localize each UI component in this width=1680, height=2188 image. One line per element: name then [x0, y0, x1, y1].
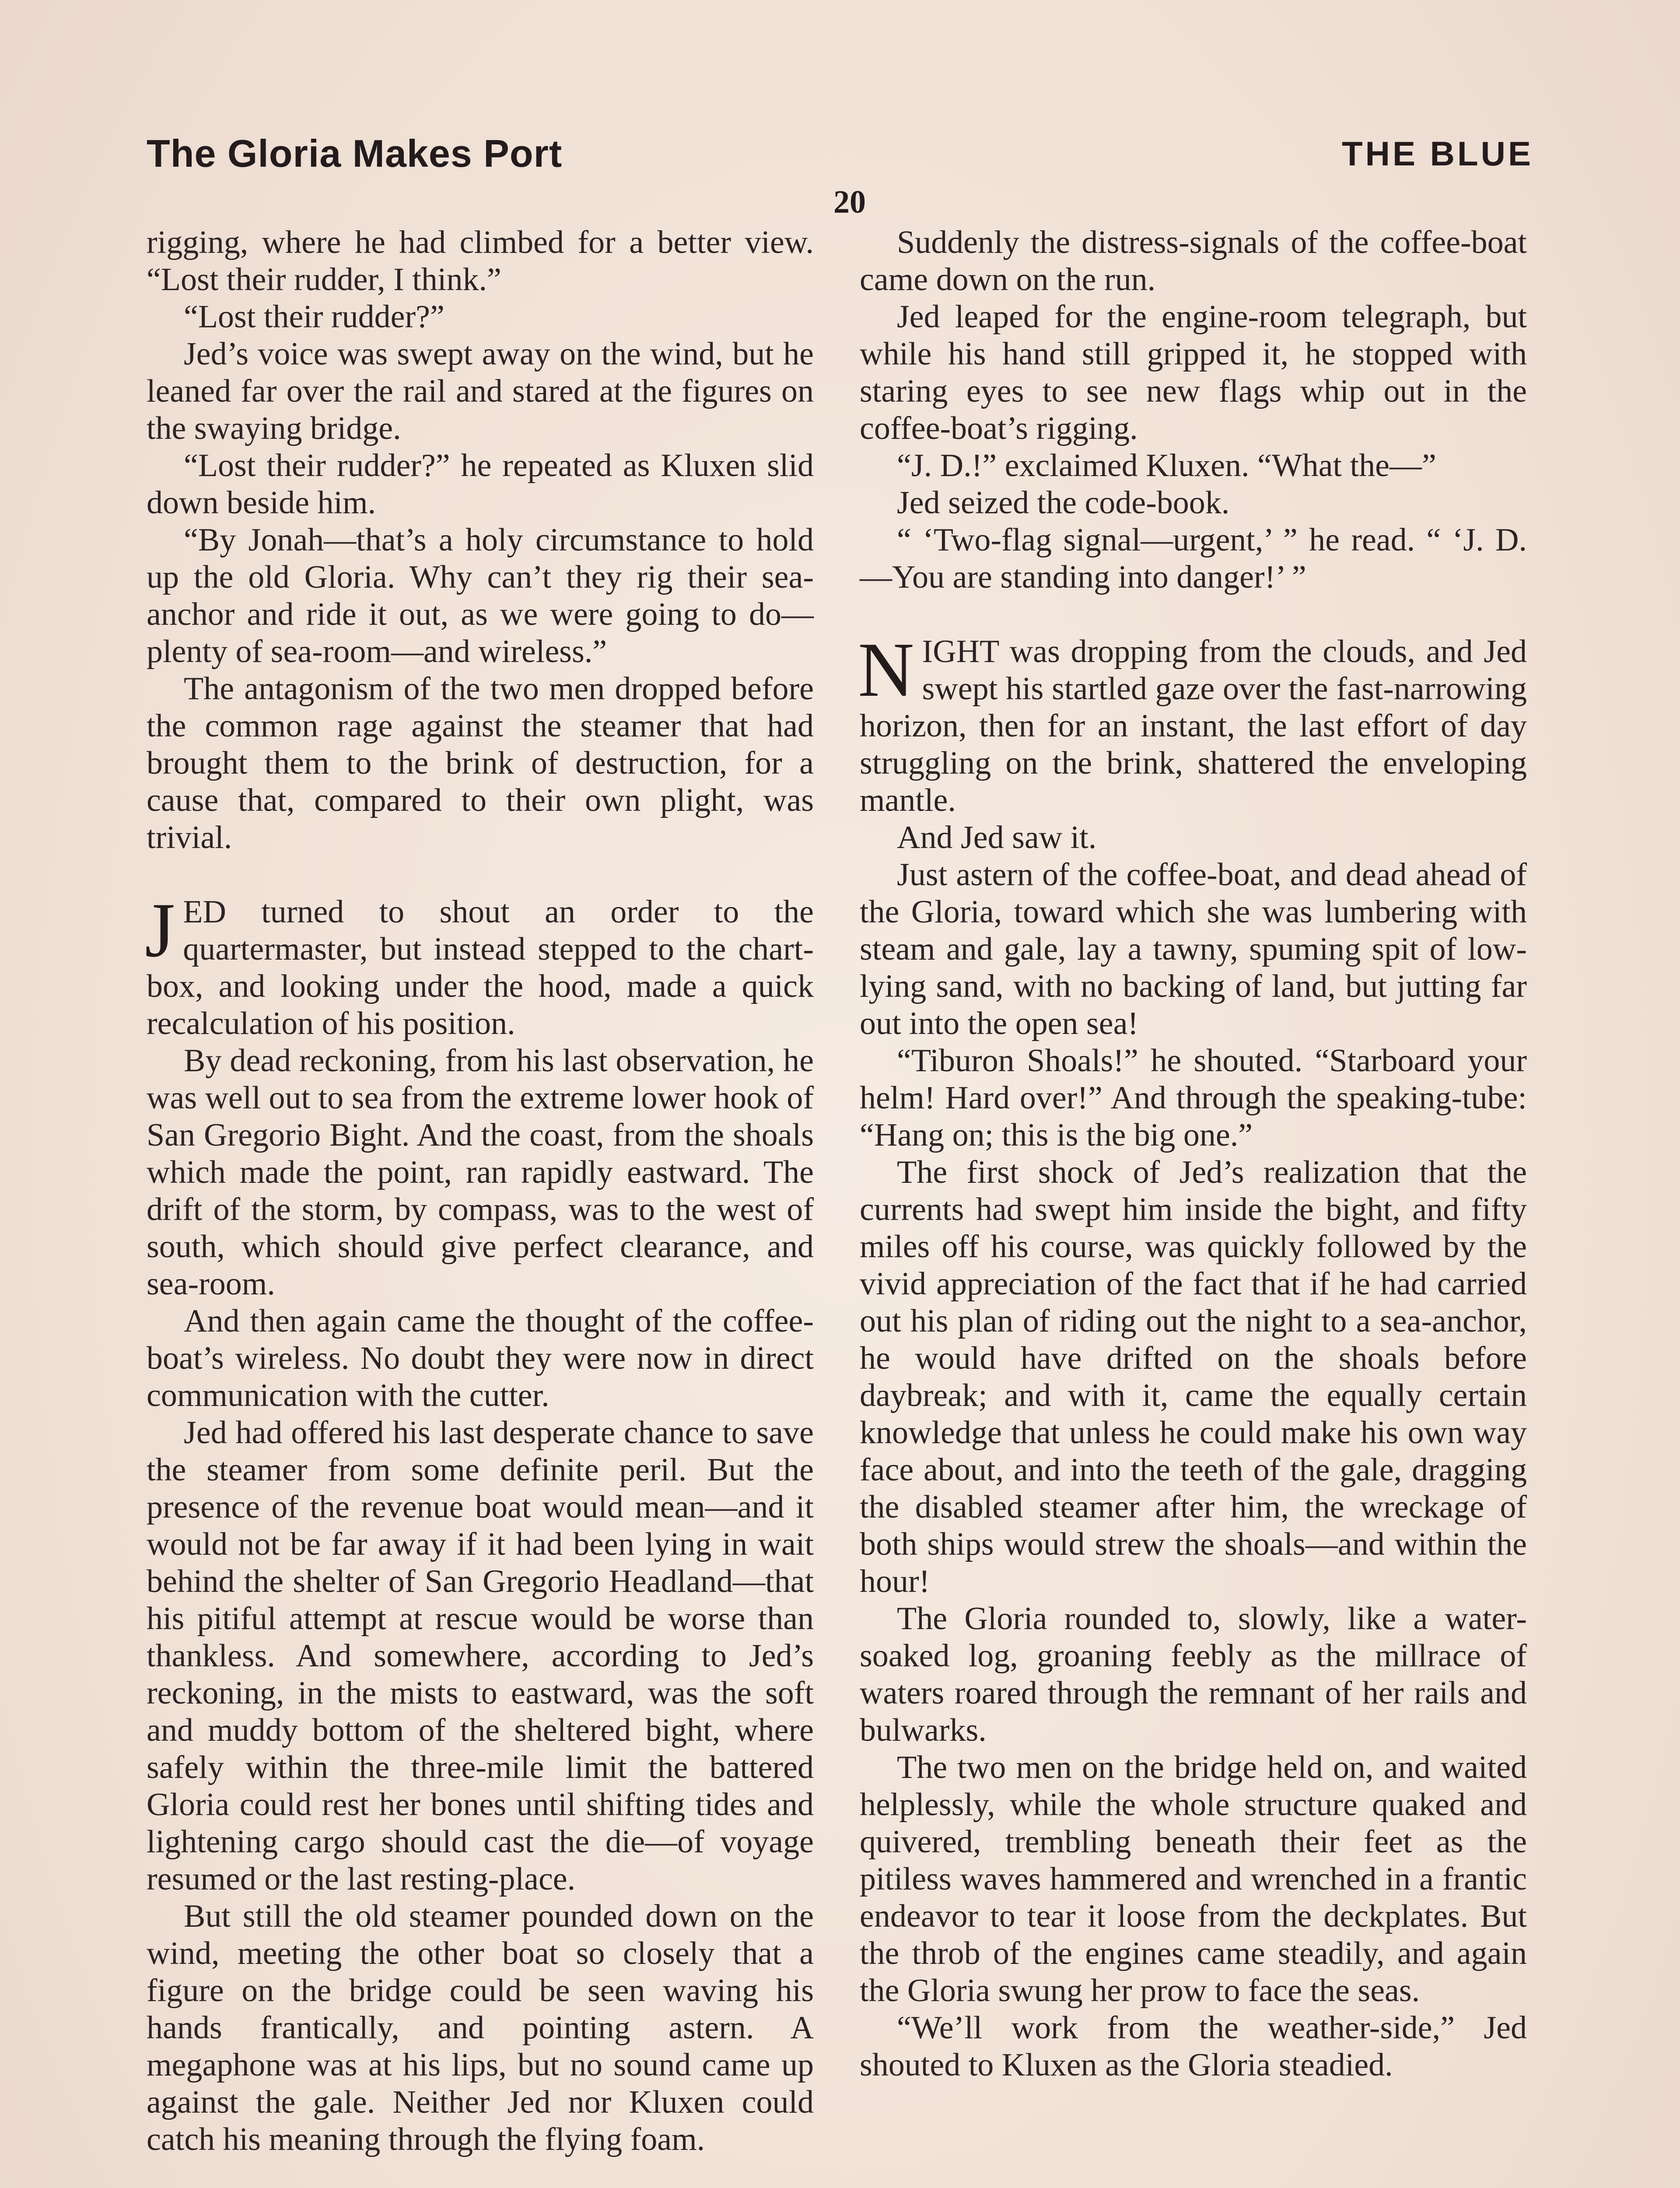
paragraph: Jed had offered his last desperate chance to save the steamer from some definite peril. But the presence of the revenue boat would mean—and it would not be far away if it had been lying in wait behind the shelter of San Gregorio Headland—that his pitiful attempt at rescue would be worse than thankless. And somewhere, according to Jed’s reckoning, in the mists to eastward, was the soft and muddy bottom of the sheltered bight, where safely within the three-mile limit the battered Gloria could rest her bones until shifting tides and lightening cargo should cast the die—of voyage resumed or the last resting-place. — [147, 1415, 814, 1897]
paragraph: “Lost their rudder?” he repeated as Kluxen slid down beside him. — [147, 448, 814, 521]
paragraph: Jed seized the code-book. — [897, 485, 1230, 521]
paragraph: rigging, where he had climbed for a better view. “Lost their rudder, I think.” — [147, 224, 814, 298]
magazine-name: THE BLUE — [1342, 134, 1533, 173]
paragraph: “ ‘Two-flag signal—urgent,’ ” he read. “ ‘J. D.—You are standing into danger!’ ” — [860, 522, 1527, 595]
paragraph: Just astern of the coffee-boat, and dead ahead of the Gloria, toward which she was lumbering with steam and gale, lay a tawny, spuming spit of low-lying sand, with no backing of land, but jutting far out into the open sea! — [860, 857, 1527, 1041]
paragraph: But still the old steamer pounded down on the wind, meeting the other boat so closely that a figure on the bridge could be seen waving his hands frantically, and pointing astern. A megaphone was at his lips, but no sound came up against the gale. Neither Jed nor Kluxen could catch his meaning through the flying foam. — [147, 1898, 814, 2157]
paragraph: “Lost their rudder?” — [184, 299, 444, 335]
paragraph: Jed leaped for the engine-room telegraph, but while his hand still gripped it, he stopped with staring eyes to see new flags whip out in the coffee-boat’s rigging. — [860, 299, 1527, 446]
page-number: 20 — [833, 184, 866, 220]
left-column — [147, 224, 814, 2158]
paragraph: The first shock of Jed’s realization that the currents had swept him inside the bight, and fifty miles off his course, was quickly followed by the vivid appreciation of the fact that if he had carried out his plan of riding out the night to a sea-anchor, he would have drifted on the shoals before daybreak; and with it, came the equally certain knowledge that unless he could make his own way face about, and into the teeth of the gale, dragging the disabled steamer after him, the wreckage of both ships would strew the shoals—and within the hour! — [860, 1154, 1527, 1599]
paragraph: By dead reckoning, from his last observation, he was well out to sea from the extreme lower hook of San Gregorio Bight. And the coast, from the shoals which made the point, ran rapidly eastward. The drift of the storm, by compass, was to the west of south, which should give perfect clearance, and sea-room. — [147, 1043, 814, 1302]
paragraph-text: ED turned to shout an order to the quartermaster, but instead stepped to the chart-box, and looking under the hood, made a quick recalculation of his position. — [147, 894, 814, 1041]
section-paragraph — [145, 887, 814, 1042]
paragraph: The antagonism of the two men dropped before the common rage against the steamer that had brought them to the brink of destruction, for a cause that, compared to their own plight, was trivial. — [147, 671, 814, 856]
drop-cap: N — [858, 626, 914, 713]
paragraph: And then again came the thought of the coffee-boat’s wireless. No doubt they were now in direct communication with the cutter. — [147, 1303, 814, 1413]
paragraph: “J. D.!” exclaimed Kluxen. “What the—” — [897, 448, 1436, 484]
paragraph: Jed’s voice was swept away on the wind, but he leaned far over the rail and stared at the figures on the swaying bridge. — [147, 336, 814, 446]
paragraph: “We’ll work from the weather-side,” Jed shouted to Kluxen as the Gloria steadied. — [860, 2010, 1527, 2083]
drop-cap: J — [145, 887, 175, 973]
paragraph: The two men on the bridge held on, and waited helplessly, while the whole structure quaked and quivered, trembling beneath their feet as the pitiless waves hammered and wrenched in a frantic endeavor to tear it loose from the deckplates. But the throb of the engines came steadily, and again the Gloria swung her prow to face the seas. — [860, 1750, 1527, 2009]
paragraph: The Gloria rounded to, slowly, like a water-soaked log, groaning feebly as the millrace of waters roared through the remnant of her rails and bulwarks. — [860, 1601, 1527, 1748]
right-column — [860, 224, 1527, 2084]
paragraph: Suddenly the distress-signals of the coffee-boat came down on the run. — [860, 224, 1527, 298]
story-title: The Gloria Makes Port — [147, 132, 563, 175]
section-paragraph — [858, 626, 1527, 819]
paragraph: “By Jonah—that’s a holy circumstance to hold up the old Gloria. Why can’t they rig their sea-anchor and ride it out, as we were going to do—plenty of sea-room—and wireless.” — [147, 522, 814, 670]
paragraph: And Jed saw it. — [897, 820, 1097, 856]
paragraph: “Tiburon Shoals!” he shouted. “Starboard your helm! Hard over!” And through the speaking-tube: “Hang on; this is the big one.” — [860, 1043, 1527, 1153]
paragraph-text: IGHT was dropping from the clouds, and Jed swept his startled gaze over the fast-narrowing horizon, then for an instant, the last effort of day struggling on the brink, shattered the enveloping mantle. — [860, 634, 1527, 818]
